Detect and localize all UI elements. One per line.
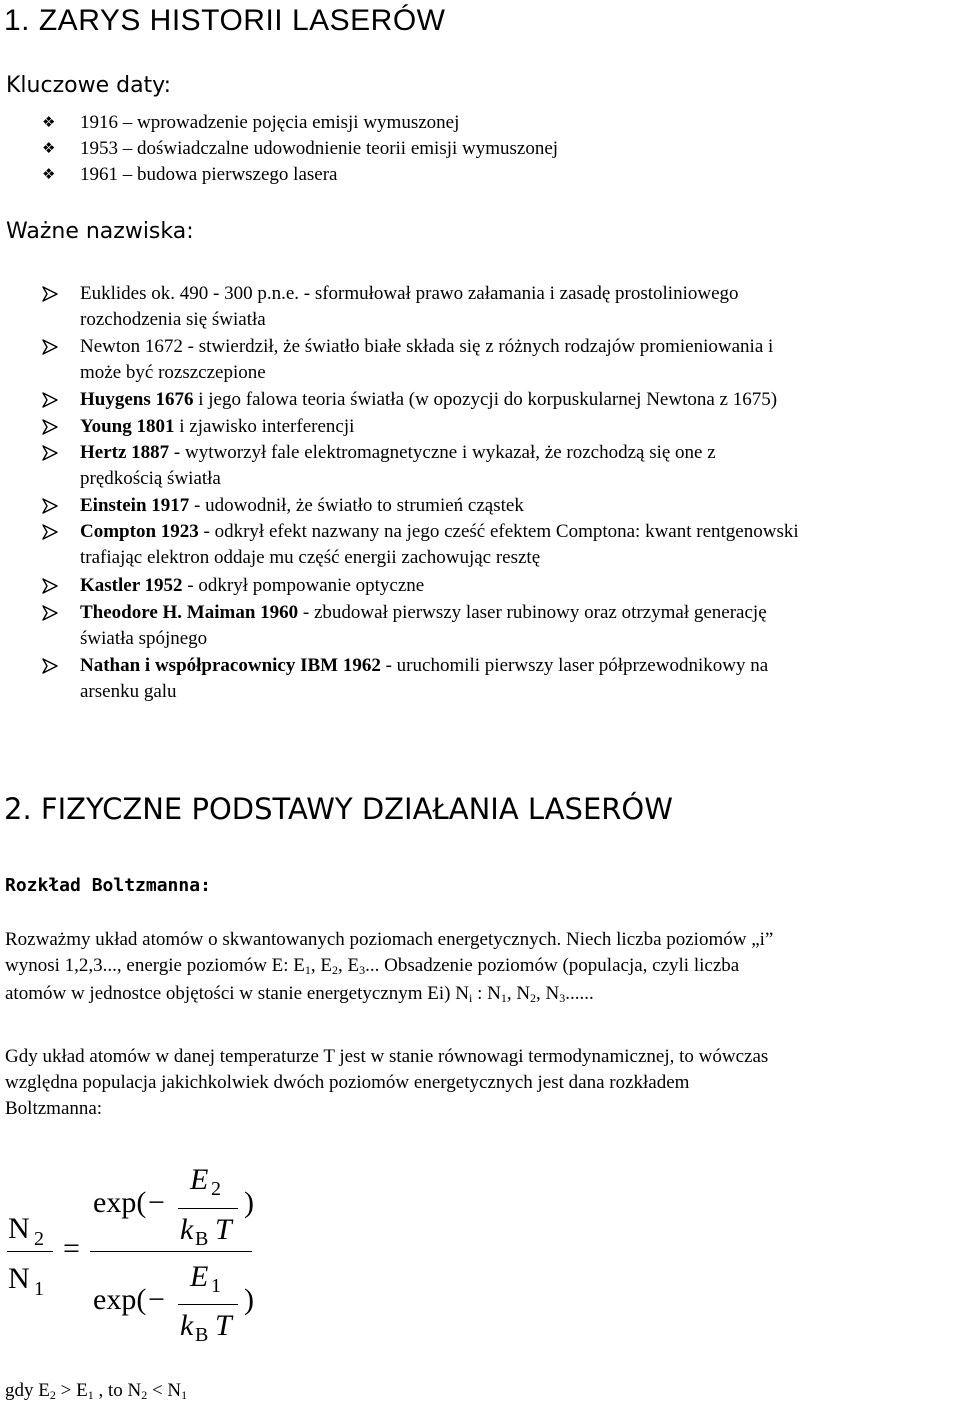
section-title-physics: 2. FIZYCZNE PODSTAWY DZIAŁANIA LASERÓW	[4, 792, 673, 826]
arrow-bullet-icon	[42, 524, 58, 540]
section-title-history: 1. ZARYS HISTORII LASERÓW	[4, 4, 446, 37]
fraction-bar	[90, 1251, 252, 1252]
fraction-bar	[7, 1251, 53, 1252]
important-names-heading: Ważne nazwiska:	[6, 219, 194, 244]
diamond-bullet-icon: ❖	[42, 165, 56, 183]
arrow-bullet-icon	[42, 498, 58, 514]
arrow-bullet-icon	[42, 392, 58, 408]
arrow-bullet-icon	[42, 578, 58, 594]
arrow-bullet-icon	[42, 339, 58, 355]
arrow-bullet-icon	[42, 658, 58, 674]
arrow-bullet-icon	[42, 605, 58, 621]
condition-line: gdy $E_2 > E_1$ , to $N_2 < N_1$	[5, 1380, 188, 1402]
arrow-bullet-icon	[42, 286, 58, 302]
diamond-bullet-icon: ❖	[42, 139, 56, 157]
arrow-bullet-icon	[42, 419, 58, 435]
arrow-bullet-icon	[42, 445, 58, 461]
diamond-bullet-icon: ❖	[42, 113, 56, 131]
key-dates-heading: Kluczowe daty:	[6, 73, 172, 98]
boltzmann-heading: Rozkład Boltzmanna:	[5, 875, 211, 896]
